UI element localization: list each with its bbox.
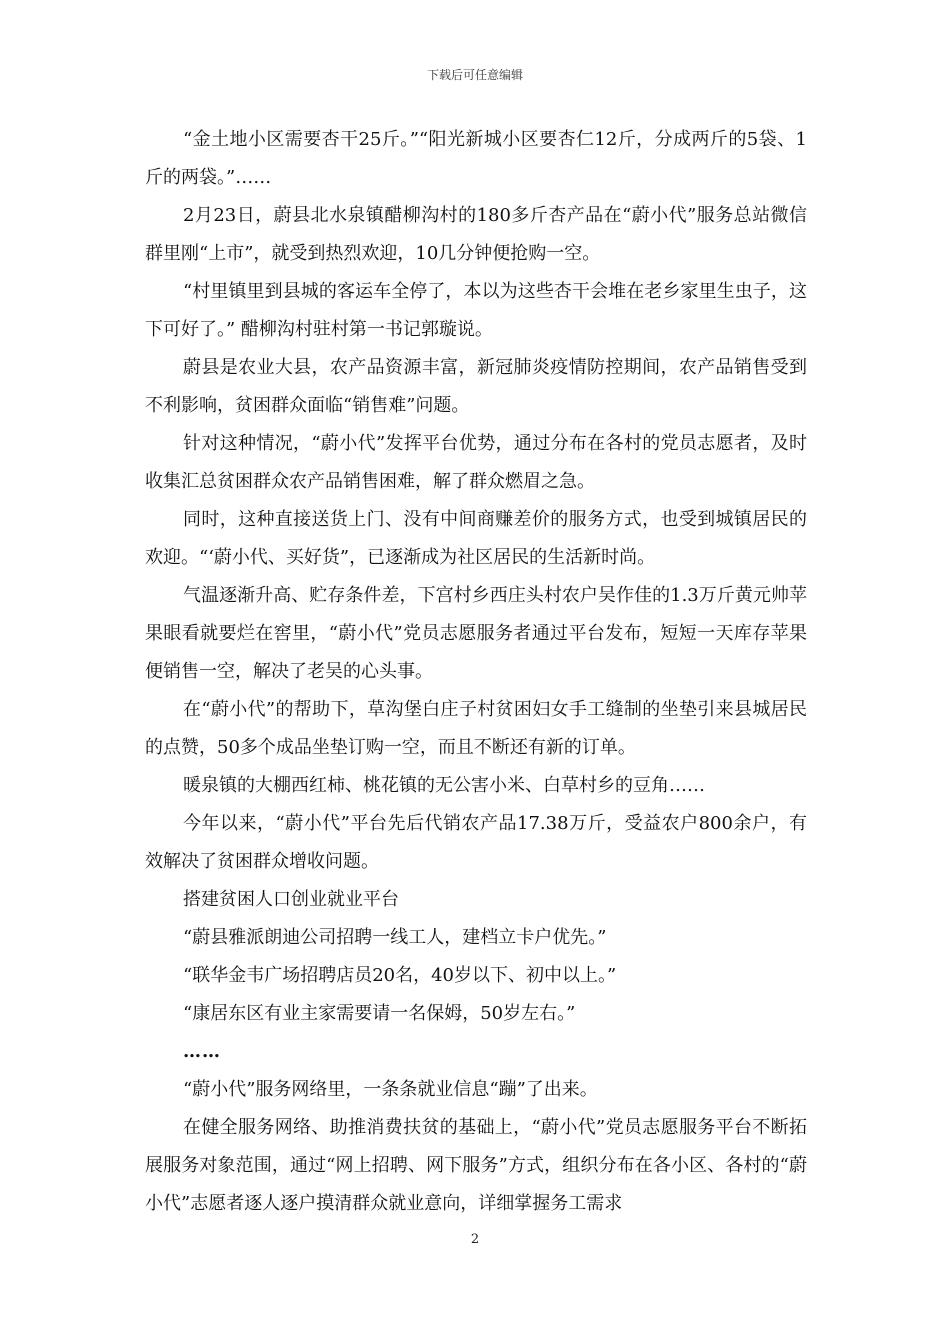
paragraph: 暖泉镇的大棚西红柿、桃花镇的无公害小米、白草村乡的豆角……: [183, 775, 705, 796]
paragraph: “蔚县雅派朗迪公司招聘一线工人，建档立卡户优先。”: [183, 927, 607, 948]
paragraph: 蔚县是农业大县，农产品资源丰富，新冠肺炎疫情防控期间，农产品销售受到不利影响，贫困群众面临“销售难”问题。: [145, 357, 807, 416]
paragraph: “蔚小代”服务网络里，一条条就业信息“蹦”了出来。: [183, 1079, 598, 1100]
paragraph: 在“蔚小代”的帮助下，草沟堡白庄子村贫困妇女手工缝制的坐垫引来县城居民的点赞，50多个成品坐垫订购一空，而且不断还有新的订单。: [145, 699, 807, 758]
ellipsis-line: ……: [183, 1041, 221, 1062]
paragraph: 在健全服务网络、助推消费扶贫的基础上，“蔚小代”党员志愿服务平台不断拓展服务对象范围，通过“网上招聘、网下服务”方式，组织分布在各小区、各村的“蔚小代”志愿者逐人逐户摸清群众就业意向，详细掌握务工需求: [145, 1117, 807, 1214]
paragraph: “康居东区有业主家需要请一名保姆，50岁左右。”: [183, 1003, 576, 1024]
page-header: 下载后可任意编辑: [426, 68, 523, 82]
paragraph: 针对这种情况，“蔚小代”发挥平台优势，通过分布在各村的党员志愿者，及时收集汇总贫困群众农产品销售困难，解了群众燃眉之急。: [145, 433, 807, 492]
paragraph: 气温逐渐升高、贮存条件差，下宫村乡西庄头村农户吴作佳的1.3万斤黄元帅苹果眼看就要烂在窖里，“蔚小代”党员志愿服务者通过平台发布，短短一天库存苹果便销售一空，解决了老吴的心头事。: [145, 585, 807, 682]
paragraph: “联华金韦广场招聘店员20名，40岁以下、初中以上。”: [183, 965, 617, 986]
page-number: 2: [470, 1232, 480, 1247]
section-heading: 搭建贫困人口创业就业平台: [183, 889, 399, 910]
paragraph: “金土地小区需要杏干25斤。”“阳光新城小区要杏仁12斤，分成两斤的5袋、1斤的两袋。”……: [145, 129, 807, 188]
document-body: [145, 121, 807, 1223]
paragraph: 今年以来，“蔚小代”平台先后代销农产品17.38万斤，受益农户800余户，有效解决了贫困群众增收问题。: [145, 813, 807, 872]
paragraph: 同时，这种直接送货上门、没有中间商赚差价的服务方式，也受到城镇居民的欢迎。“‘蔚小代、买好货”，已逐渐成为社区居民的生活新时尚。: [145, 509, 807, 568]
paragraph: “村里镇里到县城的客运车全停了，本以为这些杏干会堆在老乡家里生虫子，这下可好了。” 醋柳沟村驻村第一书记郭璇说。: [145, 281, 807, 340]
paragraph: 2月23日，蔚县北水泉镇醋柳沟村的180多斤杏产品在“蔚小代”服务总站微信群里刚“上市”，就受到热烈欢迎，10几分钟便抢购一空。: [145, 205, 807, 264]
